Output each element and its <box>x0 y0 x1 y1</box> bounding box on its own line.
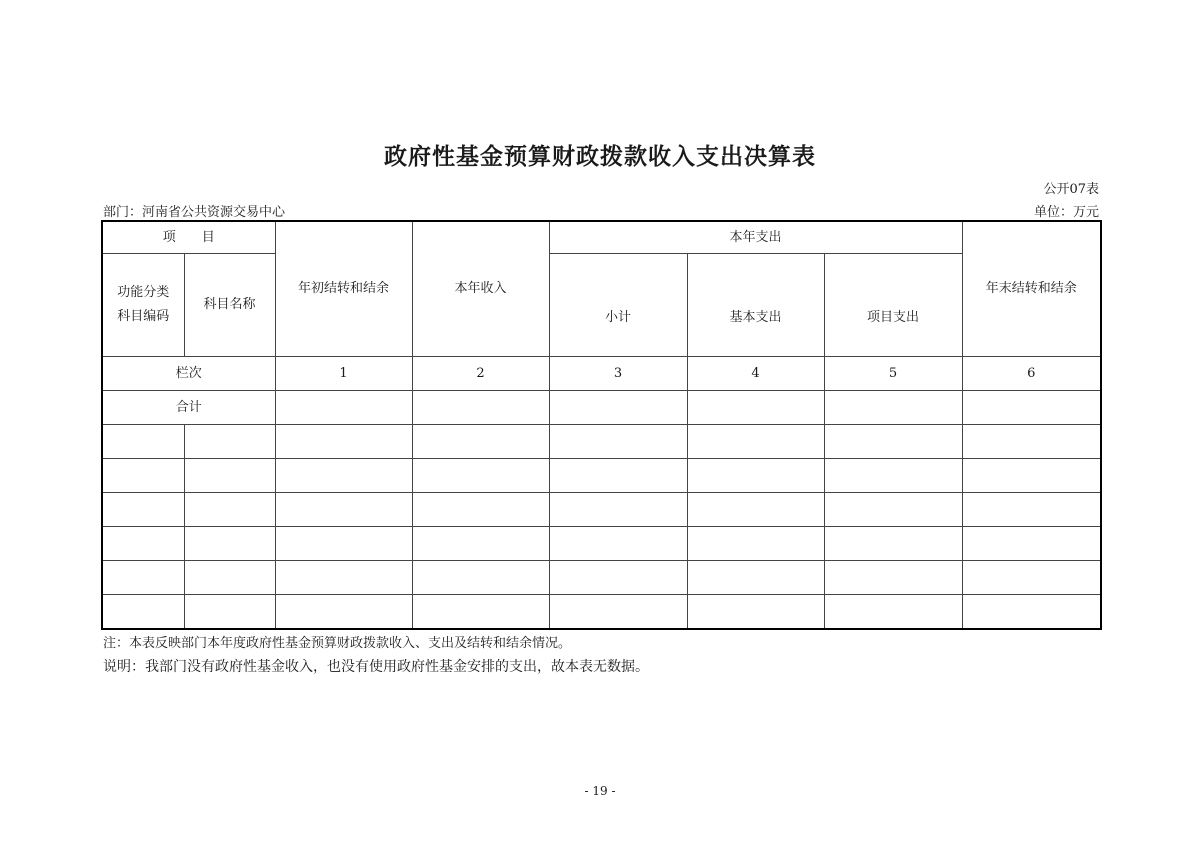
table-cell <box>102 425 184 459</box>
table-cell <box>549 391 687 425</box>
table-cell <box>412 459 549 493</box>
header-expense-group: 本年支出 <box>549 221 962 254</box>
header-end-balance: 年末结转和结余 <box>962 221 1101 357</box>
col-label: 栏次 <box>102 357 275 391</box>
report-title: 政府性基金预算财政拨款收入支出决算表 <box>384 143 816 170</box>
table-cell <box>824 561 962 595</box>
table-cell <box>824 595 962 630</box>
header-item: 项 目 <box>102 221 275 254</box>
header-project: 项目支出 <box>824 254 962 357</box>
table-cell <box>184 595 275 630</box>
header-subject-name: 科目名称 <box>184 254 275 357</box>
table-cell <box>549 493 687 527</box>
col-number: 4 <box>687 357 824 391</box>
table-cell <box>962 595 1101 630</box>
budget-table <box>101 220 1102 630</box>
table-cell <box>102 561 184 595</box>
table-cell <box>687 459 824 493</box>
col-number: 1 <box>275 357 412 391</box>
table-cell <box>102 595 184 630</box>
table-cell <box>275 459 412 493</box>
header-begin-balance: 年初结转和结余 <box>275 221 412 357</box>
table-cell <box>549 561 687 595</box>
table-cell <box>962 425 1101 459</box>
table-cell <box>412 425 549 459</box>
table-cell <box>412 595 549 630</box>
table-cell <box>549 527 687 561</box>
table-cell <box>412 561 549 595</box>
table-cell <box>687 527 824 561</box>
table-cell <box>102 459 184 493</box>
header-row-2 <box>102 254 1101 357</box>
table-cell <box>824 459 962 493</box>
header-subtotal: 小计 <box>549 254 687 357</box>
header-row-1 <box>102 221 1101 254</box>
table-cell <box>824 391 962 425</box>
table-cell <box>184 527 275 561</box>
table-cell <box>102 527 184 561</box>
table-cell <box>962 391 1101 425</box>
table-cell <box>962 459 1101 493</box>
table-cell <box>824 425 962 459</box>
total-row <box>102 391 1101 425</box>
table-cell <box>412 391 549 425</box>
table-cell <box>275 493 412 527</box>
department-label: 部门：河南省公共资源交易中心 <box>103 205 286 220</box>
page-number: - 19 - <box>584 784 616 798</box>
col-number: 6 <box>962 357 1101 391</box>
table-cell <box>824 493 962 527</box>
table-cell <box>687 561 824 595</box>
table-cell <box>412 527 549 561</box>
header-basic: 基本支出 <box>687 254 824 357</box>
table-cell <box>962 493 1101 527</box>
explanation-text: 说明：我部门没有政府性基金收入，也没有使用政府性基金安排的支出，故本表无数据。 <box>103 659 649 675</box>
table-cell <box>687 425 824 459</box>
table-cell <box>275 391 412 425</box>
table-cell <box>962 561 1101 595</box>
table-cell <box>102 493 184 527</box>
header-income: 本年收入 <box>412 221 549 357</box>
table-row <box>102 425 1101 459</box>
table-row <box>102 493 1101 527</box>
table-row <box>102 595 1101 630</box>
col-number: 5 <box>824 357 962 391</box>
table-cell <box>184 459 275 493</box>
table-cell <box>824 527 962 561</box>
table-cell <box>962 527 1101 561</box>
table-row <box>102 561 1101 595</box>
table-cell <box>184 425 275 459</box>
table-cell <box>184 493 275 527</box>
table-cell <box>549 425 687 459</box>
column-number-row <box>102 357 1101 391</box>
table-cell <box>687 391 824 425</box>
col-number: 2 <box>412 357 549 391</box>
unit-label: 单位：万元 <box>1033 205 1099 220</box>
table-cell <box>275 595 412 630</box>
table-cell <box>549 595 687 630</box>
table-cell <box>687 595 824 630</box>
table-cell <box>275 561 412 595</box>
total-label: 合计 <box>102 391 275 425</box>
table-note: 注：本表反映部门本年度政府性基金预算财政拨款收入、支出及结转和结余情况。 <box>103 636 572 651</box>
table-cell <box>687 493 824 527</box>
table-cell <box>275 527 412 561</box>
table-row <box>102 527 1101 561</box>
form-code: 公开07表 <box>1043 182 1099 197</box>
table-row <box>102 459 1101 493</box>
table-cell <box>275 425 412 459</box>
table-cell <box>549 459 687 493</box>
table-cell <box>412 493 549 527</box>
header-func-code: 功能分类科目编码 <box>102 254 184 357</box>
col-number: 3 <box>549 357 687 391</box>
table-cell <box>184 561 275 595</box>
